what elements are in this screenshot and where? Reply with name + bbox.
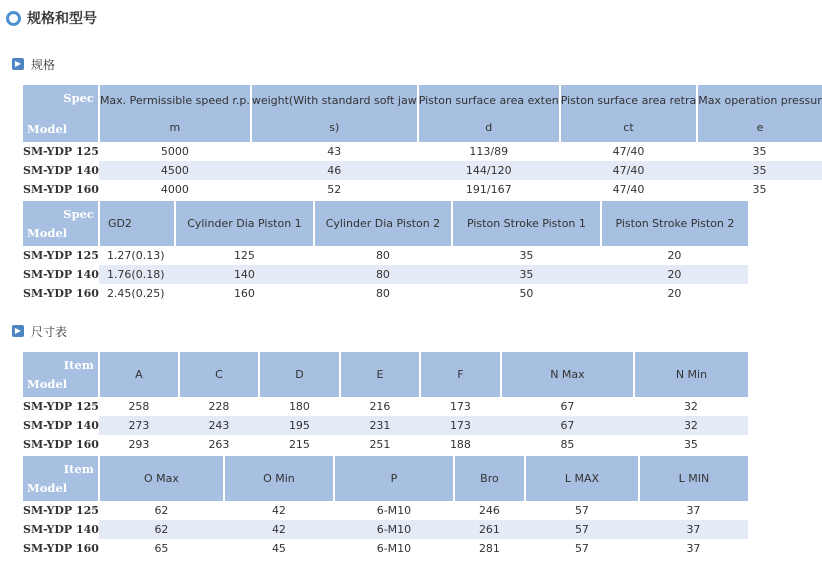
corner-header: Spec Model — [23, 201, 99, 246]
column-header: Cylinder Dia Piston 1 — [175, 201, 314, 246]
table-cell: 125 — [233, 249, 255, 262]
table-cell: 42 — [224, 520, 334, 539]
table-cell: 85 — [560, 438, 575, 451]
table-row — [23, 284, 748, 303]
table-cell: 180 — [288, 400, 310, 413]
model-cell: SM-YDP 160 — [23, 438, 99, 451]
table-row — [23, 265, 748, 284]
table-cell: 47/40 — [612, 145, 645, 158]
column-header: GD2 — [99, 201, 175, 246]
table-cell: 263 — [208, 438, 230, 451]
page-title-text: 规格和型号 — [27, 11, 97, 27]
table-cell: 35 — [752, 183, 767, 196]
circle-bullet-icon — [6, 11, 21, 26]
table-cell: 20 — [601, 265, 748, 284]
table-cell: 251 — [369, 438, 391, 451]
section-title-size — [12, 323, 67, 339]
table-row — [23, 246, 748, 265]
column-header: E — [340, 352, 420, 397]
table-cell: 281 — [478, 542, 500, 555]
table-cell: 42 — [271, 504, 286, 517]
table-cell: 65 — [154, 542, 169, 555]
column-header: P — [334, 456, 454, 501]
corner-header: Item Model — [23, 456, 99, 501]
table-cell: 231 — [340, 416, 420, 435]
table-cell: 195 — [259, 416, 340, 435]
table-row — [23, 435, 748, 454]
arrow-right-icon: ▶ — [12, 58, 24, 70]
model-cell: SM-YDP 125 — [23, 249, 99, 262]
table-cell: 35 — [683, 438, 698, 451]
column-header: Piston Stroke Piston 1 — [452, 201, 601, 246]
table-cell: 243 — [179, 416, 259, 435]
model-cell: SM-YDP 160 — [23, 183, 99, 196]
table-cell: 32 — [634, 416, 748, 435]
model-cell: SM-YDP 125 — [23, 400, 99, 413]
table-cell: 47/40 — [560, 161, 698, 180]
table-cell: 35 — [452, 265, 601, 284]
column-header: Max operation pressur e — [697, 85, 822, 142]
column-header: C — [179, 352, 259, 397]
table-cell: 35 — [697, 161, 822, 180]
table-cell: 80 — [375, 287, 390, 300]
table-cell: 228 — [208, 400, 230, 413]
table-cell: 188 — [449, 438, 471, 451]
model-cell: SM-YDP 160 — [23, 287, 99, 300]
section-title-spec-text: 规格 — [31, 57, 56, 72]
table-cell: 43 — [327, 145, 342, 158]
size-table-2 — [23, 456, 748, 558]
table-cell: 293 — [128, 438, 150, 451]
table-cell: 52 — [327, 183, 342, 196]
table-row — [23, 520, 748, 539]
table-row — [23, 416, 748, 435]
table-cell: 46 — [251, 161, 418, 180]
table-row — [23, 501, 748, 520]
table-row — [23, 142, 822, 161]
table-cell: 80 — [314, 265, 452, 284]
column-header: A — [99, 352, 179, 397]
table-cell: 2.45(0.25) — [106, 287, 165, 300]
table-cell: 1.27(0.13) — [106, 249, 165, 262]
spec-table-1 — [23, 85, 822, 199]
page-title — [6, 8, 97, 28]
table-cell: 62 — [154, 504, 169, 517]
table-cell: 173 — [420, 416, 501, 435]
section-title-size-text: 尺寸表 — [31, 324, 68, 339]
table-cell: 37 — [639, 520, 748, 539]
corner-header: Spec Model — [23, 85, 99, 142]
model-cell: SM-YDP 140 — [23, 265, 99, 284]
table-cell: 57 — [574, 504, 589, 517]
table-cell: 35 — [519, 249, 534, 262]
table-row — [23, 539, 748, 558]
table-cell: 20 — [667, 287, 682, 300]
section-title-spec — [12, 56, 55, 72]
table-row — [23, 180, 822, 199]
arrow-right-icon: ▶ — [12, 325, 24, 337]
column-header: N Min — [634, 352, 748, 397]
model-cell: SM-YDP 125 — [23, 145, 99, 158]
table-cell: 37 — [686, 504, 701, 517]
table-cell: 35 — [752, 145, 767, 158]
table-cell: 45 — [271, 542, 286, 555]
table-cell: 37 — [686, 542, 701, 555]
table-cell: 62 — [99, 520, 224, 539]
table-cell: 57 — [525, 520, 639, 539]
table-row — [23, 161, 822, 180]
table-cell: 32 — [683, 400, 698, 413]
table-cell: 4000 — [160, 183, 189, 196]
column-header: O Min — [224, 456, 334, 501]
table-cell: 140 — [175, 265, 314, 284]
column-header: O Max — [99, 456, 224, 501]
table-cell: 258 — [128, 400, 150, 413]
model-cell: SM-YDP 140 — [23, 520, 99, 539]
model-cell: SM-YDP 125 — [23, 504, 99, 517]
table-cell: 67 — [501, 416, 634, 435]
table-cell: 160 — [233, 287, 255, 300]
table-cell: 6-M10 — [334, 520, 454, 539]
table-cell: 57 — [574, 542, 589, 555]
column-header: N Max — [501, 352, 634, 397]
column-header: Piston surface area exten d — [418, 85, 560, 142]
table-cell: 191/167 — [465, 183, 512, 196]
column-header: Bro — [454, 456, 525, 501]
column-header: Cylinder Dia Piston 2 — [314, 201, 452, 246]
table-cell: 80 — [375, 249, 390, 262]
table-cell: 216 — [369, 400, 391, 413]
model-cell: SM-YDP 140 — [23, 416, 99, 435]
table-cell: 20 — [667, 249, 682, 262]
column-header: Piston surface area retra ct — [560, 85, 698, 142]
column-header: L MIN — [639, 456, 748, 501]
spec-table-2 — [23, 201, 748, 303]
table-cell: 67 — [560, 400, 575, 413]
table-cell: 1.76(0.18) — [99, 265, 175, 284]
size-table-1 — [23, 352, 748, 454]
table-cell: 215 — [288, 438, 310, 451]
table-cell: 6-M10 — [376, 542, 412, 555]
table-cell: 246 — [478, 504, 500, 517]
table-cell: 4500 — [99, 161, 251, 180]
table-cell: 6-M10 — [376, 504, 412, 517]
table-cell: 50 — [519, 287, 534, 300]
table-cell: 47/40 — [612, 183, 645, 196]
table-cell: 273 — [99, 416, 179, 435]
model-cell: SM-YDP 160 — [23, 542, 99, 555]
table-cell: 173 — [449, 400, 471, 413]
table-cell: 144/120 — [418, 161, 560, 180]
column-header: F — [420, 352, 501, 397]
column-header: Max. Permissible speed r.p. m — [99, 85, 251, 142]
column-header: Piston Stroke Piston 2 — [601, 201, 748, 246]
corner-header: Item Model — [23, 352, 99, 397]
table-cell: 113/89 — [469, 145, 509, 158]
column-header: L MAX — [525, 456, 639, 501]
table-cell: 5000 — [160, 145, 189, 158]
column-header: D — [259, 352, 340, 397]
table-row — [23, 397, 748, 416]
model-cell: SM-YDP 140 — [23, 161, 99, 180]
column-header: weight(With standard soft jaw s) — [251, 85, 418, 142]
table-cell: 261 — [454, 520, 525, 539]
